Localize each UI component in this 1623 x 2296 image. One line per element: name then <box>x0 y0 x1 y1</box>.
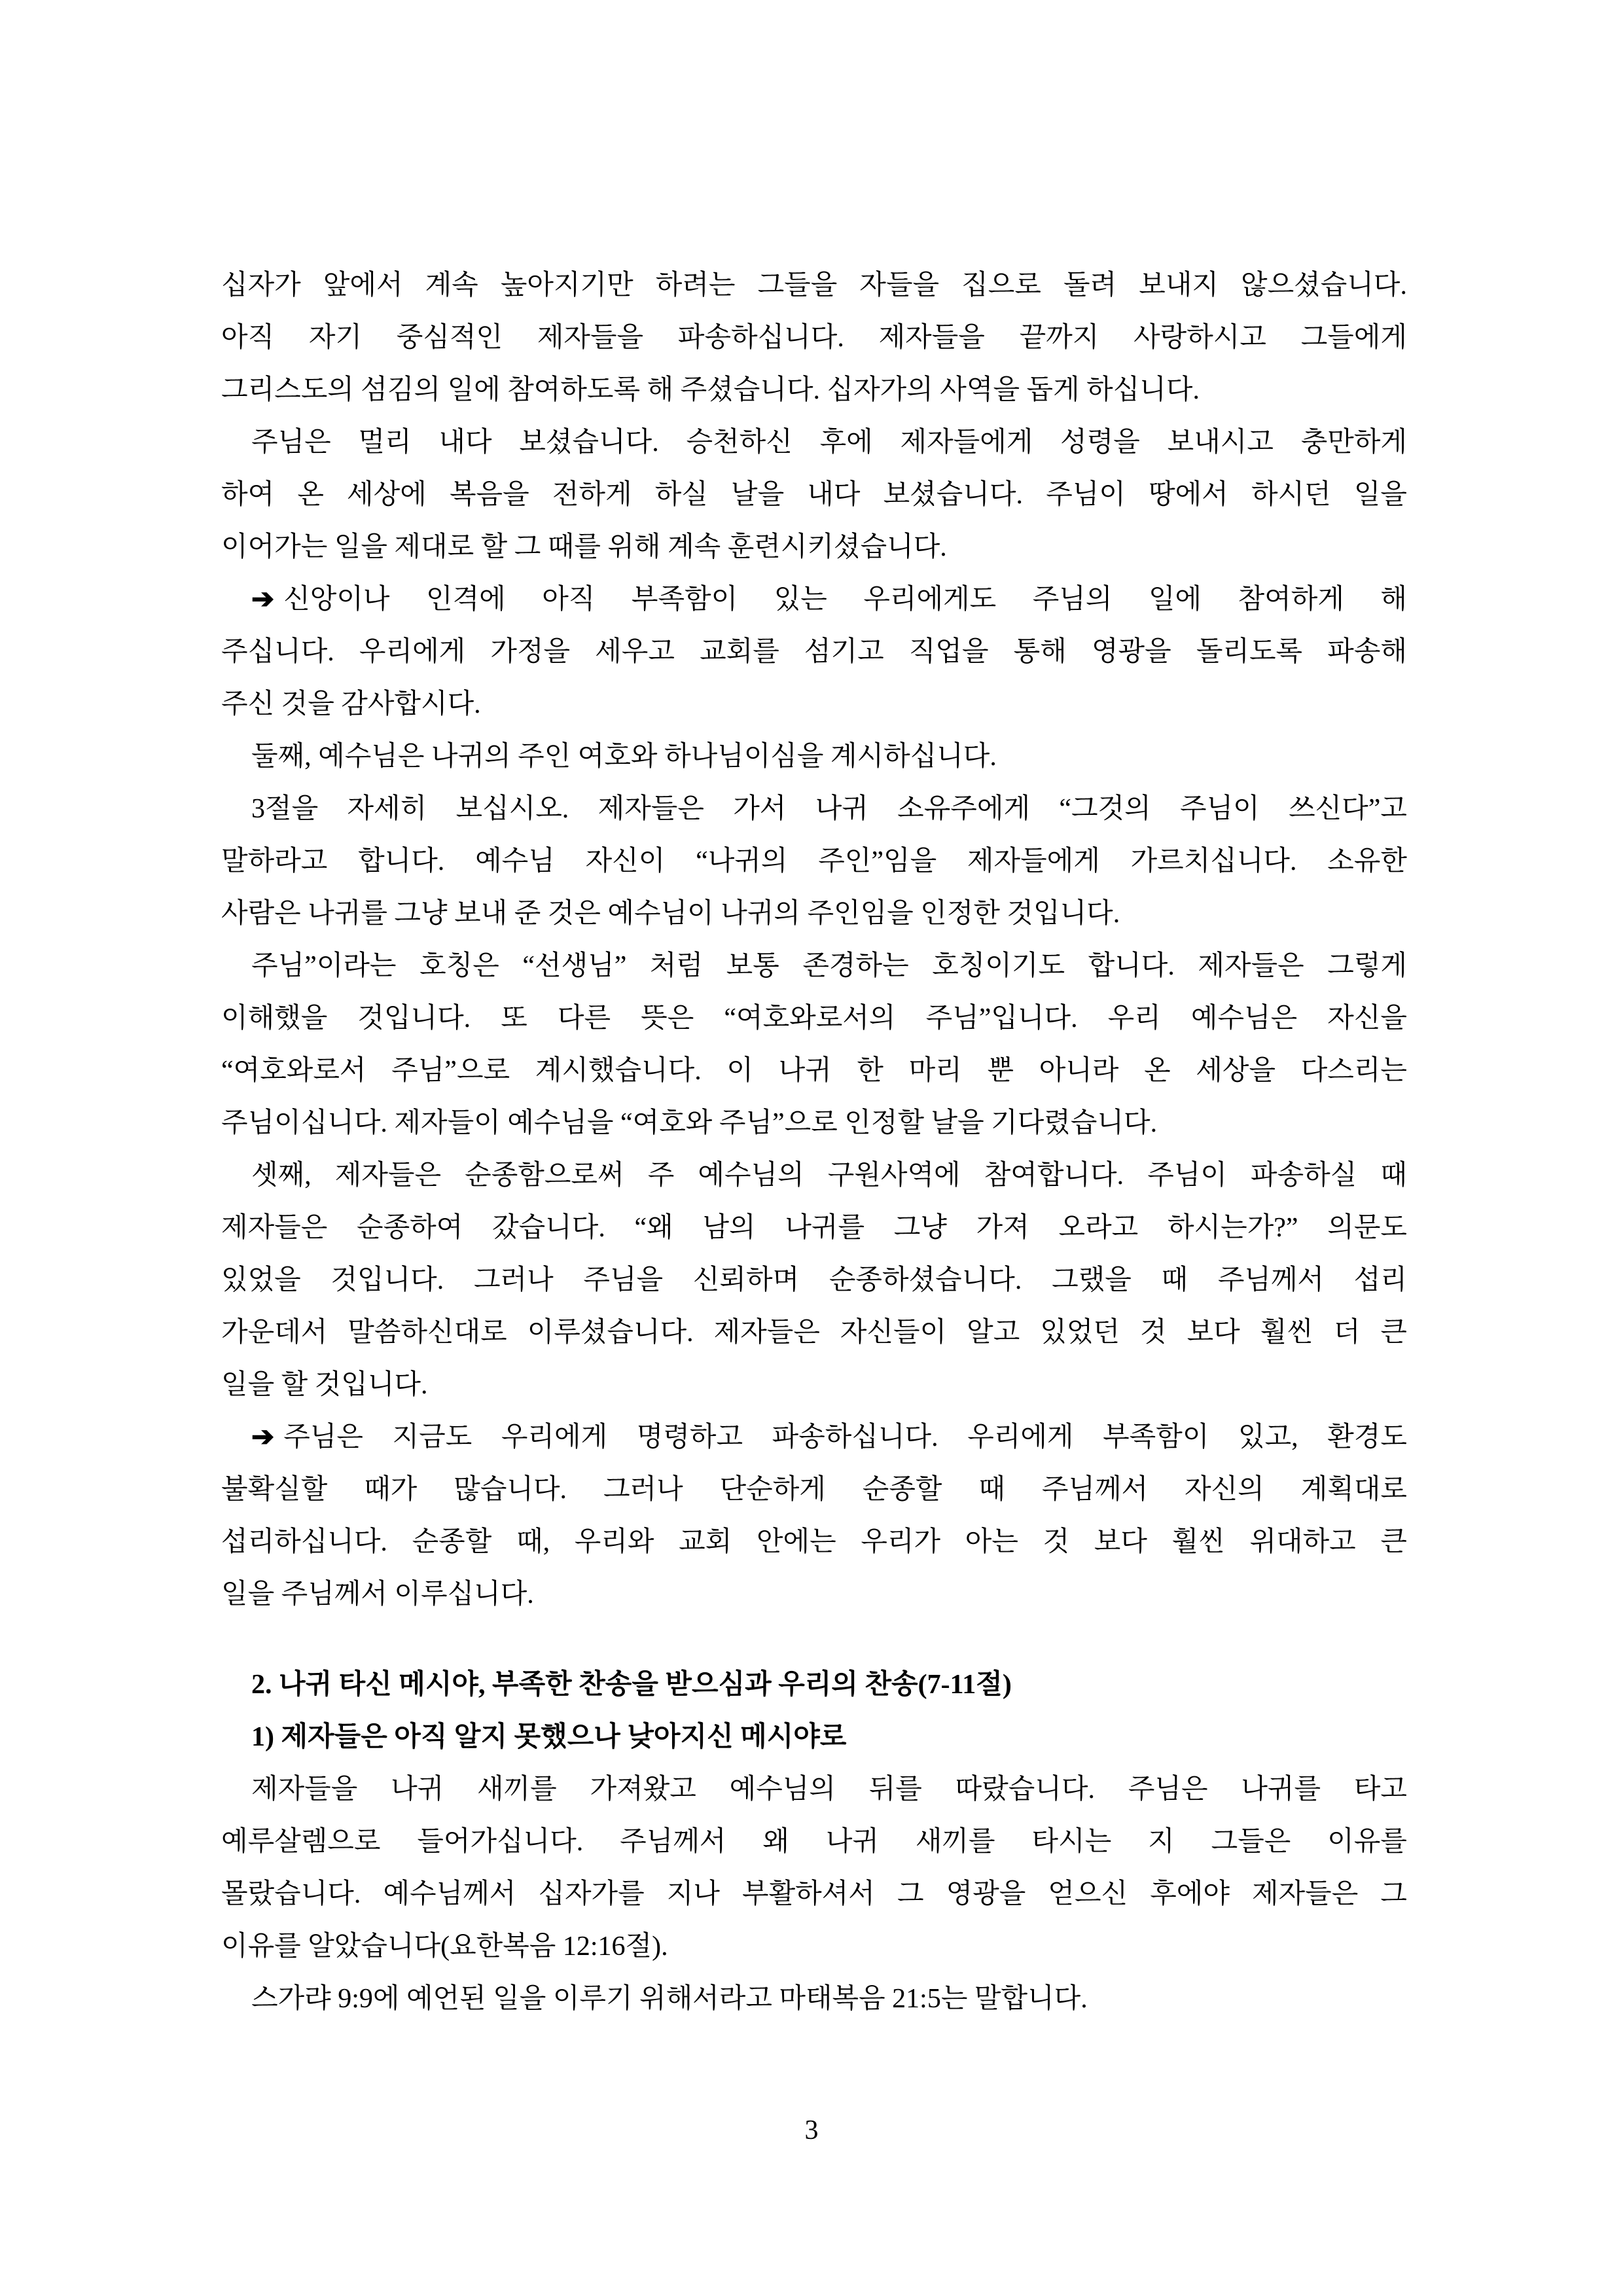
text-line: 하여 온 세상에 복음을 전하게 하실 날을 내다 보셨습니다. 주님이 땅에서 하시던 일을 <box>221 480 1407 510</box>
text-line: “여호와로서 주님”으로 계시했습니다. 이 나귀 한 마리 뿐 아니라 온 세상을 다스리는 <box>221 1056 1407 1086</box>
text-line: ➔ 신앙이나 인격에 아직 부족함이 있는 우리에게도 주님의 일에 참여하게 해 <box>251 584 1407 615</box>
text-line: 이해했을 것입니다. 또 다른 뜻은 “여호와로서의 주님”입니다. 우리 예수님은 자신을 <box>221 1003 1407 1033</box>
page-number: 3 <box>804 2115 819 2145</box>
text-line: 몰랐습니다. 예수님께서 십자가를 지나 부활하셔서 그 영광을 얻으신 후에야 제자들은 그 <box>221 1879 1407 1909</box>
text-line: 일을 주님께서 이루십니다. <box>221 1579 534 1609</box>
text-line: 3절을 자세히 보십시오. 제자들은 가서 나귀 소유주에게 “그것의 주님이 쓰신다”고 <box>251 794 1407 824</box>
text-line: 이유를 알았습니다(요한복음 12:16절). <box>221 1931 668 1962</box>
text-line: 말하라고 합니다. 예수님 자신이 “나귀의 주인”임을 제자들에게 가르치십니다. 소유한 <box>221 846 1407 876</box>
arrow-right-icon: ➔ <box>251 584 275 615</box>
arrow-right-icon: ➔ <box>251 1422 275 1452</box>
text-line: 불확실할 때가 많습니다. 그러나 단순하게 순종할 때 주님께서 자신의 계획대로 <box>221 1475 1407 1505</box>
text-line: 섭리하십니다. 순종할 때, 우리와 교회 안에는 우리가 아는 것 보다 훨씬 위대하고 큰 <box>221 1527 1407 1557</box>
text-line: 주님이십니다. 제자들이 예수님을 “여호와 주님”으로 인정할 날을 기다렸습니다. <box>221 1108 1158 1138</box>
text-line: 제자들을 나귀 새끼를 가져왔고 예수님의 뒤를 따랐습니다. 주님은 나귀를 타고 <box>251 1774 1407 1804</box>
text-line: 있었을 것입니다. 그러나 주님을 신뢰하며 순종하셨습니다. 그랬을 때 주님께서 섭리 <box>221 1265 1407 1295</box>
heading-line: 1) 제자들은 아직 알지 못했으나 낮아지신 메시야로 <box>251 1722 847 1752</box>
text-line: 가운데서 말씀하신대로 이루셨습니다. 제자들은 자신들이 알고 있었던 것 보다 훨씬 더 큰 <box>221 1318 1407 1348</box>
text-line: 둘째, 예수님은 나귀의 주인 여호와 하나님이심을 계시하십니다. <box>251 742 997 772</box>
text-line: 주신 것을 감사합시다. <box>221 689 481 719</box>
text-line: 일을 할 것입니다. <box>221 1370 428 1400</box>
text-line: 그리스도의 섬김의 일에 참여하도록 해 주셨습니다. 십자가의 사역을 돕게 하십니다. <box>221 375 1200 405</box>
text-line: 주님은 멀리 내다 보셨습니다. 승천하신 후에 제자들에게 성령을 보내시고 충만하게 <box>251 427 1407 457</box>
text-line: 이어가는 일을 제대로 할 그 때를 위해 계속 훈련시키셨습니다. <box>221 532 947 562</box>
text-line: 제자들은 순종하여 갔습니다. “왜 남의 나귀를 그냥 가져 오라고 하시는가?” 의문도 <box>221 1213 1407 1243</box>
text-line: 십자가 앞에서 계속 높아지기만 하려는 그들을 자들을 집으로 돌려 보내지 않으셨습니다. <box>221 270 1407 300</box>
text-line: ➔ 주님은 지금도 우리에게 명령하고 파송하십니다. 우리에게 부족함이 있고, 환경도 <box>251 1422 1407 1452</box>
text-line: 주십니다. 우리에게 가정을 세우고 교회를 섬기고 직업을 통해 영광을 돌리도록 파송해 <box>221 637 1407 667</box>
text-line: 스가랴 9:9에 예언된 일을 이루기 위해서라고 마태복음 21:5는 말합니다. <box>251 1984 1088 2014</box>
text-line: 사람은 나귀를 그냥 보내 준 것은 예수님이 나귀의 주인임을 인정한 것입니다. <box>221 899 1120 929</box>
text-line: 셋째, 제자들은 순종함으로써 주 예수님의 구원사역에 참여합니다. 주님이 파송하실 때 <box>251 1160 1407 1191</box>
text-line: 아직 자기 중심적인 제자들을 파송하십니다. 제자들을 끝까지 사랑하시고 그들에게 <box>221 323 1407 353</box>
text-line: 주님”이라는 호칭은 “선생님” 처럼 보통 존경하는 호칭이기도 합니다. 제자들은 그렇게 <box>251 951 1407 981</box>
document-body <box>221 259 1407 2025</box>
heading-line: 2. 나귀 타신 메시야, 부족한 찬송을 받으심과 우리의 찬송(7-11절) <box>251 1670 1012 1700</box>
page-footer <box>0 2104 1623 2157</box>
text-line: 예루살렘으로 들어가십니다. 주님께서 왜 나귀 새끼를 타시는 지 그들은 이유를 <box>221 1827 1407 1857</box>
